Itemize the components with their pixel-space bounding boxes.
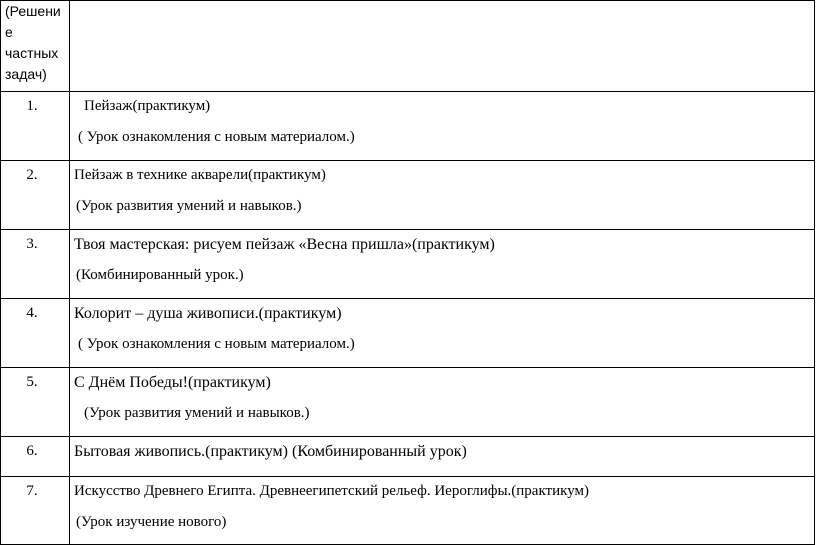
lesson-title: Пейзаж(практикум) <box>84 98 211 114</box>
table-row <box>1 230 815 299</box>
header-cell-solving-tasks <box>1 1 70 92</box>
lesson-type: (Урок изучение нового) <box>76 514 227 530</box>
lesson-title: Бытовая живопись.(практикум) (Комбинированный урок) <box>74 443 467 460</box>
lesson-topic-cell <box>70 299 815 368</box>
lesson-topic-cell <box>70 230 815 299</box>
table-row <box>1 299 815 368</box>
header-line: (Решени <box>5 3 61 19</box>
header-line: е <box>5 24 13 40</box>
lesson-type: (Комбинированный урок.) <box>76 267 244 283</box>
table-row <box>1 92 815 161</box>
table-row <box>1 368 815 437</box>
lesson-topic-cell <box>70 477 815 545</box>
lesson-title: Твоя мастерская: рисуем пейзаж «Весна пришла»(практикум) <box>74 236 495 253</box>
table-row <box>1 437 815 477</box>
row-number: 6. <box>1 437 70 477</box>
lesson-topic-cell <box>70 161 815 230</box>
row-number: 2. <box>1 161 70 230</box>
lesson-type: ( Урок ознакомления с новым материалом.) <box>78 129 355 145</box>
row-number: 5. <box>1 368 70 437</box>
lesson-type: ( Урок ознакомления с новым материалом.) <box>78 336 355 352</box>
lesson-type: (Урок развития умений и навыков.) <box>84 405 310 421</box>
row-number: 1. <box>1 92 70 161</box>
lesson-title: Искусство Древнего Египта. Древнеегипетский рельеф. Иероглифы.(практикум) <box>74 483 589 499</box>
lesson-topic-cell <box>70 92 815 161</box>
row-number: 7. <box>1 477 70 545</box>
header-line: задач) <box>5 66 47 82</box>
lesson-topic-cell <box>70 437 815 477</box>
lesson-title: Колорит – душа живописи.(практикум) <box>74 305 342 322</box>
lesson-title: Пейзаж в технике акварели(практикум) <box>74 167 326 183</box>
lesson-topic-cell <box>70 368 815 437</box>
table-row <box>1 161 815 230</box>
header-cell-empty <box>70 1 815 92</box>
lesson-title: С Днём Победы!(практикум) <box>74 374 271 391</box>
lesson-type: (Урок развития умений и навыков.) <box>76 198 302 214</box>
table-row <box>1 477 815 545</box>
table-header-row <box>1 1 815 92</box>
header-line: частных <box>5 45 59 61</box>
row-number: 4. <box>1 299 70 368</box>
row-number: 3. <box>1 230 70 299</box>
